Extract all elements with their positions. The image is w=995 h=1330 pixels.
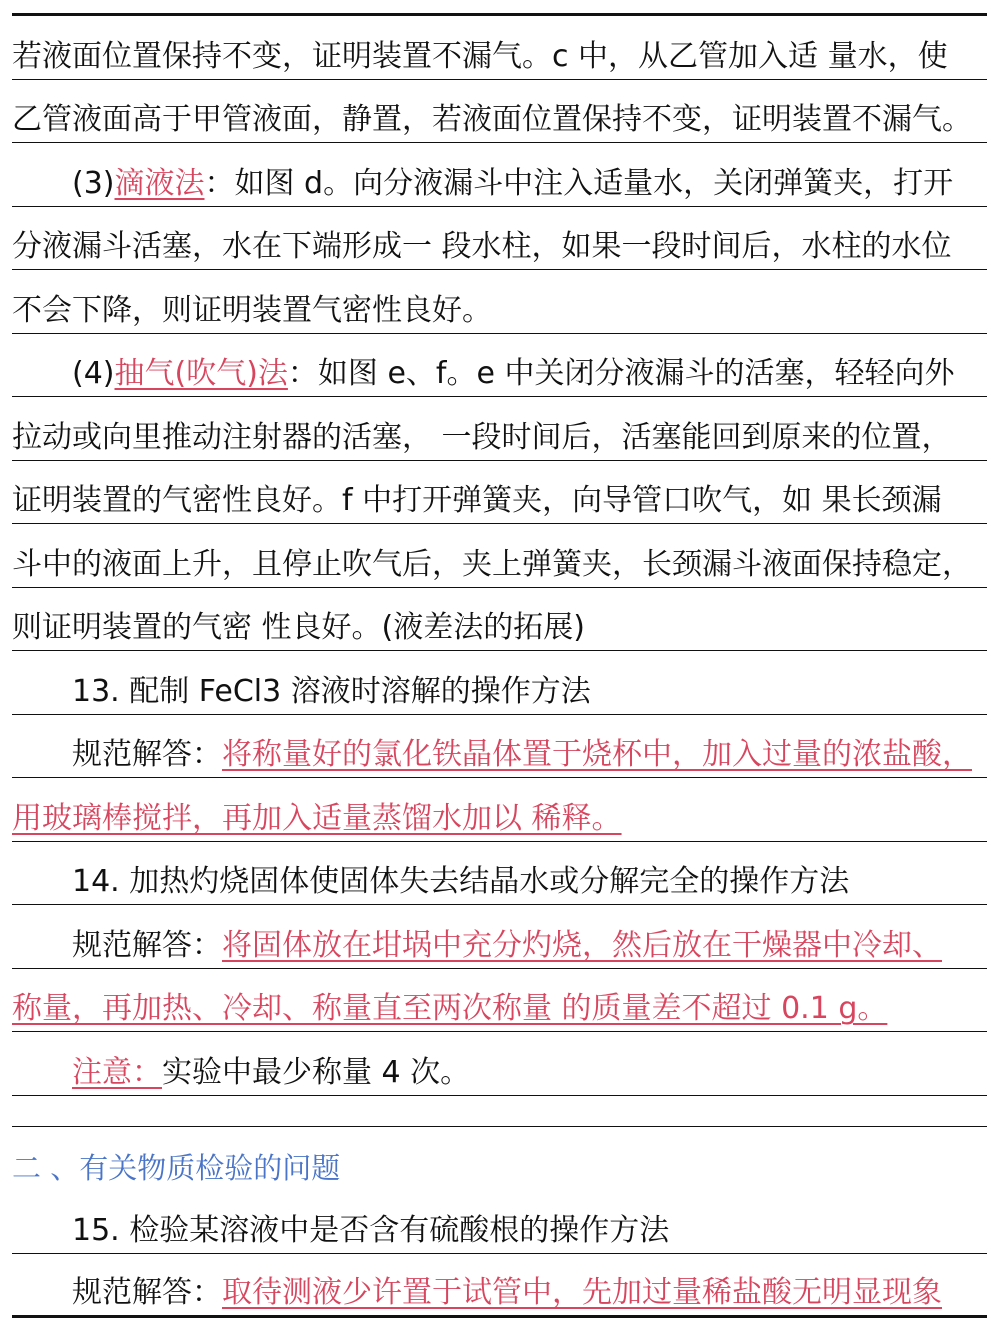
text-line-6 [12,334,987,398]
line-text: 拉动或向里推动注射器的活塞， 一段时间后，活塞能回到原来的位置， [12,419,952,455]
line-rest: ：如图 d。向分液漏斗中注入适量水，关闭弹簧夹，打开 [204,165,954,201]
text-line-4 [12,207,987,271]
question-title: 15. 检验某溶液中是否含有硫酸根的操作方法 [72,1213,670,1249]
text-line-1 [12,16,987,80]
line-text: 则证明装置的气密 性良好。(液差法的拓展) [12,610,585,646]
line-text: 证明装置的气密性良好。f 中打开弹簧夹，向导管口吹气，如 果长颈漏 [12,483,942,519]
line-text: 分液漏斗活塞，水在下端形成一 段水柱，如果一段时间后，水柱的水位 [12,229,952,265]
answer-text: 称量，再加热、冷却、称量直至两次称量 的质量差不超过 0.1 g。 [12,991,888,1027]
line-text [72,738,972,771]
method-label: 滴液法 [114,165,205,201]
text-line-7 [12,397,987,461]
line-text [72,929,942,962]
line-text [72,167,953,200]
answer-label: 规范解答： [72,927,222,963]
line-rest: ：如图 e、f。e 中关闭分液漏斗的活塞，轻轻向外 [287,356,955,392]
line-text: 乙管液面高于甲管液面，静置，若液面位置保持不变，证明装置不漏气。 [12,102,972,137]
answer-label: 规范解答： [72,1274,222,1310]
answer-label: 规范解答： [72,737,222,773]
text-line-12 [12,715,987,779]
answer-text: 将称量好的氯化铁晶体置于烧杯中，加入过量的浓盐酸， [222,737,972,773]
section-heading-text: 二 、有关物质检验的问题 [12,1151,341,1186]
text-line-14 [12,842,987,906]
answer-text: 用玻璃棒搅拌，再加入适量蒸馏水加以 稀释。 [12,800,622,836]
text-line-21 [12,1254,987,1318]
text-line-3 [12,143,987,207]
section-heading [12,1127,987,1191]
line-text [72,1056,470,1089]
answer-text: 取待测液少许置于试管中，先加过量稀盐酸无明显现象 [222,1274,942,1310]
note-label: 注意： [72,1054,162,1090]
text-line-11 [12,651,987,715]
note-text: 实验中最少称量 4 次。 [162,1054,471,1090]
question-title: 13. 配制 FeCl3 溶液时溶解的操作方法 [72,673,591,709]
text-line-5 [12,270,987,334]
item-number: (3) [72,165,115,201]
question-title: 14. 加热灼烧固体使固体失去结晶水或分解完全的操作方法 [72,864,850,900]
line-text: 若液面位置保持不变，证明装置不漏气。c 中，从乙管加入适 量水，使 [12,38,948,74]
answer-text: 将固体放在坩埚中充分灼烧，然后放在干燥器中冷却、 [222,927,942,963]
text-line-13 [12,778,987,842]
blank-line [12,1096,987,1128]
method-label: 抽气(吹气)法 [114,356,288,392]
text-line-2 [12,80,987,144]
text-line-9 [12,524,987,588]
line-text: 不会下降，则证明装置气密性良好。 [12,292,492,328]
text-line-8 [12,461,987,525]
text-line-16 [12,969,987,1033]
text-line-20 [12,1191,987,1255]
item-number: (4) [72,356,115,392]
line-text: 斗中的液面上升，且停止吹气后，夹上弹簧夹，长颈漏斗液面保持稳定， [12,546,972,582]
text-line-10 [12,588,987,652]
line-text [72,357,954,390]
text-line-17 [12,1032,987,1096]
text-line-15 [12,905,987,969]
line-text [72,1276,942,1309]
